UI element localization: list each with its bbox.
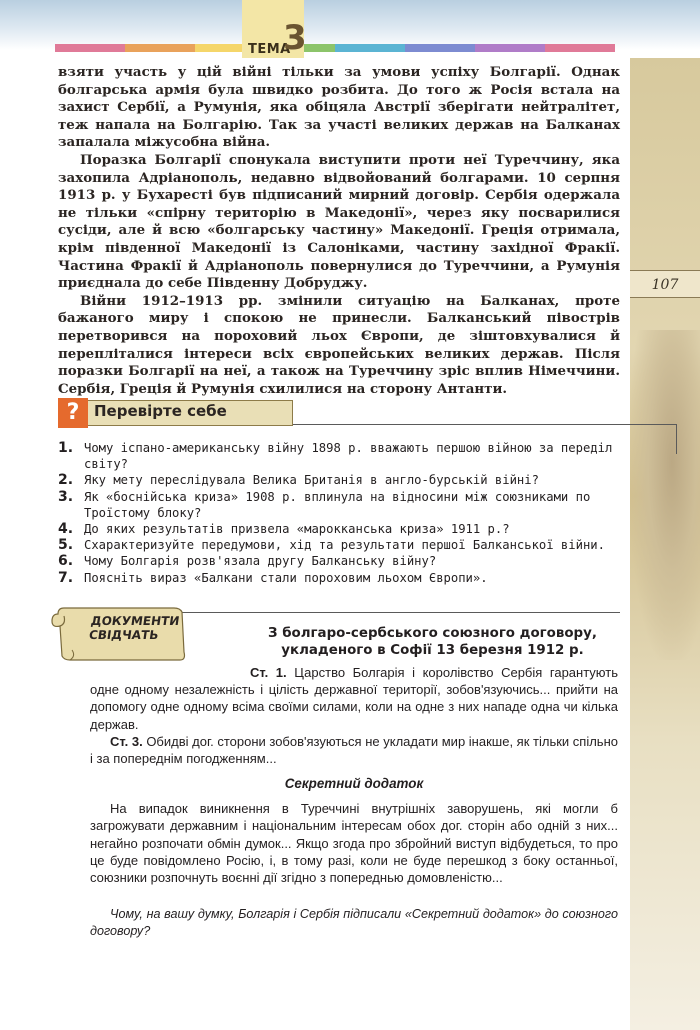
list-item xyxy=(58,472,618,488)
question-number: 6. xyxy=(58,553,74,570)
divider xyxy=(676,424,677,454)
list-item xyxy=(58,553,618,569)
topic-label: ТЕМА xyxy=(248,42,291,57)
list-item xyxy=(58,570,618,586)
paragraph: Війни 1912–1913 рр. змінили ситуацію на Балканах, проте бажаного миру і спокою не принесли. Балканський півострів перетворився на пороховий льох Європи, де зіштовхувалися й перепліталися інтереси всіх європейських великих держав. Після поразки Болгарії на неї, а також на Туреччину зріс вплив Німеччини. Сербія, Греція й Румунія схилилися на сторону Антанти. xyxy=(58,292,620,397)
question-text: Яку мету переслідувала Велика Британія в англо-бурській війні? xyxy=(84,473,539,488)
header-color-stripes xyxy=(55,44,615,52)
question-number: 5. xyxy=(58,537,74,554)
document-title-line: укладеного в Софії 13 березня 1912 р. xyxy=(281,643,584,658)
question-text: Чому іспано-американську війну 1898 р. вважають першою війною за переділ світу? xyxy=(84,441,613,472)
secret-annex-body xyxy=(90,800,618,886)
list-item xyxy=(58,537,618,553)
stripe xyxy=(125,44,195,52)
question-number: 2. xyxy=(58,472,74,489)
question-mark-icon: ? xyxy=(58,398,88,428)
stripe xyxy=(545,44,615,52)
document-title-line: З болгаро-сербського союзного договору, xyxy=(268,626,597,641)
question-text: Поясніть вираз «Балкани стали пороховим льохом Європи». xyxy=(84,570,488,585)
document-question xyxy=(90,906,618,940)
document-title xyxy=(240,625,625,659)
question-number: 4. xyxy=(58,521,74,538)
question-list xyxy=(58,440,618,586)
header-band xyxy=(0,0,700,50)
article-text: Царство Болгарія і королівство Сербія гарантують одне одному незалежність і цілість державної території, зобов'язуючись... прийти на допомогу одне одному всіма своїми силами, коли на одне з них нападе одна чи кілька держав. xyxy=(90,665,618,732)
question-text: Чому Болгарія розв'язала другу Балканську війну? xyxy=(84,554,437,569)
list-item xyxy=(58,440,618,472)
list-item xyxy=(58,489,618,521)
question-text: Схарактеризуйте передумови, хід та результати першої Балканської війни. xyxy=(84,538,605,553)
article-label: Ст. 3. xyxy=(110,733,143,749)
documents-label xyxy=(88,614,192,642)
topic-number: 3 xyxy=(283,18,307,58)
secret-annex-title: Секретний додаток xyxy=(284,776,424,791)
documents-label-line: СВІДЧАТЬ xyxy=(88,628,160,642)
document-question-text: Чому, на вашу думку, Болгарія і Сербія підписали «Секретний додаток» до союзного договору? xyxy=(90,907,618,938)
stripe xyxy=(335,44,405,52)
paragraph: взяти участь у цій війні тільки за умови успіху Болгарії. Однак болгарська армія була швидко розбита. До того ж Росія встала на захист Сербії, а Румунія, яка обіцяла Австрії зберігати нейтралітет, теж напала на Болгарію. Так за участі великих держав на Балканах запалала міжусобна війна. xyxy=(58,64,620,151)
stripe xyxy=(475,44,545,52)
documents-label-line: ДОКУМЕНТИ xyxy=(90,614,181,628)
check-title: Перевірте себе xyxy=(94,402,227,420)
divider xyxy=(130,612,620,613)
paragraph: Поразка Болгарії спонукала виступити проти неї Туреччину, яка захопила Адріанополь, недавно відвойований болгарами. 10 серпня 1913 р. у Бухаресті був підписаний мирний договір. Сербія одержала не тільки «спірну територію в Македонії», через яку посварилися сусіди, але й всю «болгарську частину» Македонії. Греція отримала, крім південної Македонії із Салоніками, частину західної Фракії. Частина Фракії й Адріанополь повернулися до Туреччини, а Румунія приєднала до себе Південну Добруджу. xyxy=(58,151,620,292)
page-number: 107 xyxy=(630,270,700,298)
check-yourself-header xyxy=(58,398,628,430)
secret-annex-text: На випадок виникнення в Туреччині внутрішніх заворушень, які могли б загрожувати державним і національним інтересам обох дог. сторін або одній з них... негайно розпочати обмін думок... Якщо згода про збройний виступ відбудеться, то про це буде повідомлено Росію, і, в тому разі, коли не буде перешкод з боку останньої, союзники розпочнуть воєнні дії згідно з попереднью домовленістю... xyxy=(90,801,618,886)
article-paragraph xyxy=(90,733,618,767)
question-number: 3. xyxy=(58,488,74,505)
question-number: 7. xyxy=(58,569,74,586)
document-body xyxy=(90,664,618,767)
article-text: Обидві дог. сторони зобов'язуються не укладати мир інакше, як тільки спільно і за попереднім погодженням... xyxy=(90,733,618,767)
question-number: 1. xyxy=(58,440,74,456)
article-paragraph xyxy=(90,664,618,733)
stripe xyxy=(55,44,125,52)
side-margin-illustration xyxy=(630,330,700,660)
question-text: Як «боснійська криза» 1908 р. вплинула на відносини між союзниками по Троїстому блоку? xyxy=(84,489,591,520)
question-text: До яких результатів призвела «марокканська криза» 1911 р.? xyxy=(84,522,510,537)
list-item xyxy=(58,521,618,537)
article-label: Ст. 1. xyxy=(250,665,287,680)
stripe xyxy=(405,44,475,52)
main-text xyxy=(58,64,620,398)
divider xyxy=(293,424,677,425)
